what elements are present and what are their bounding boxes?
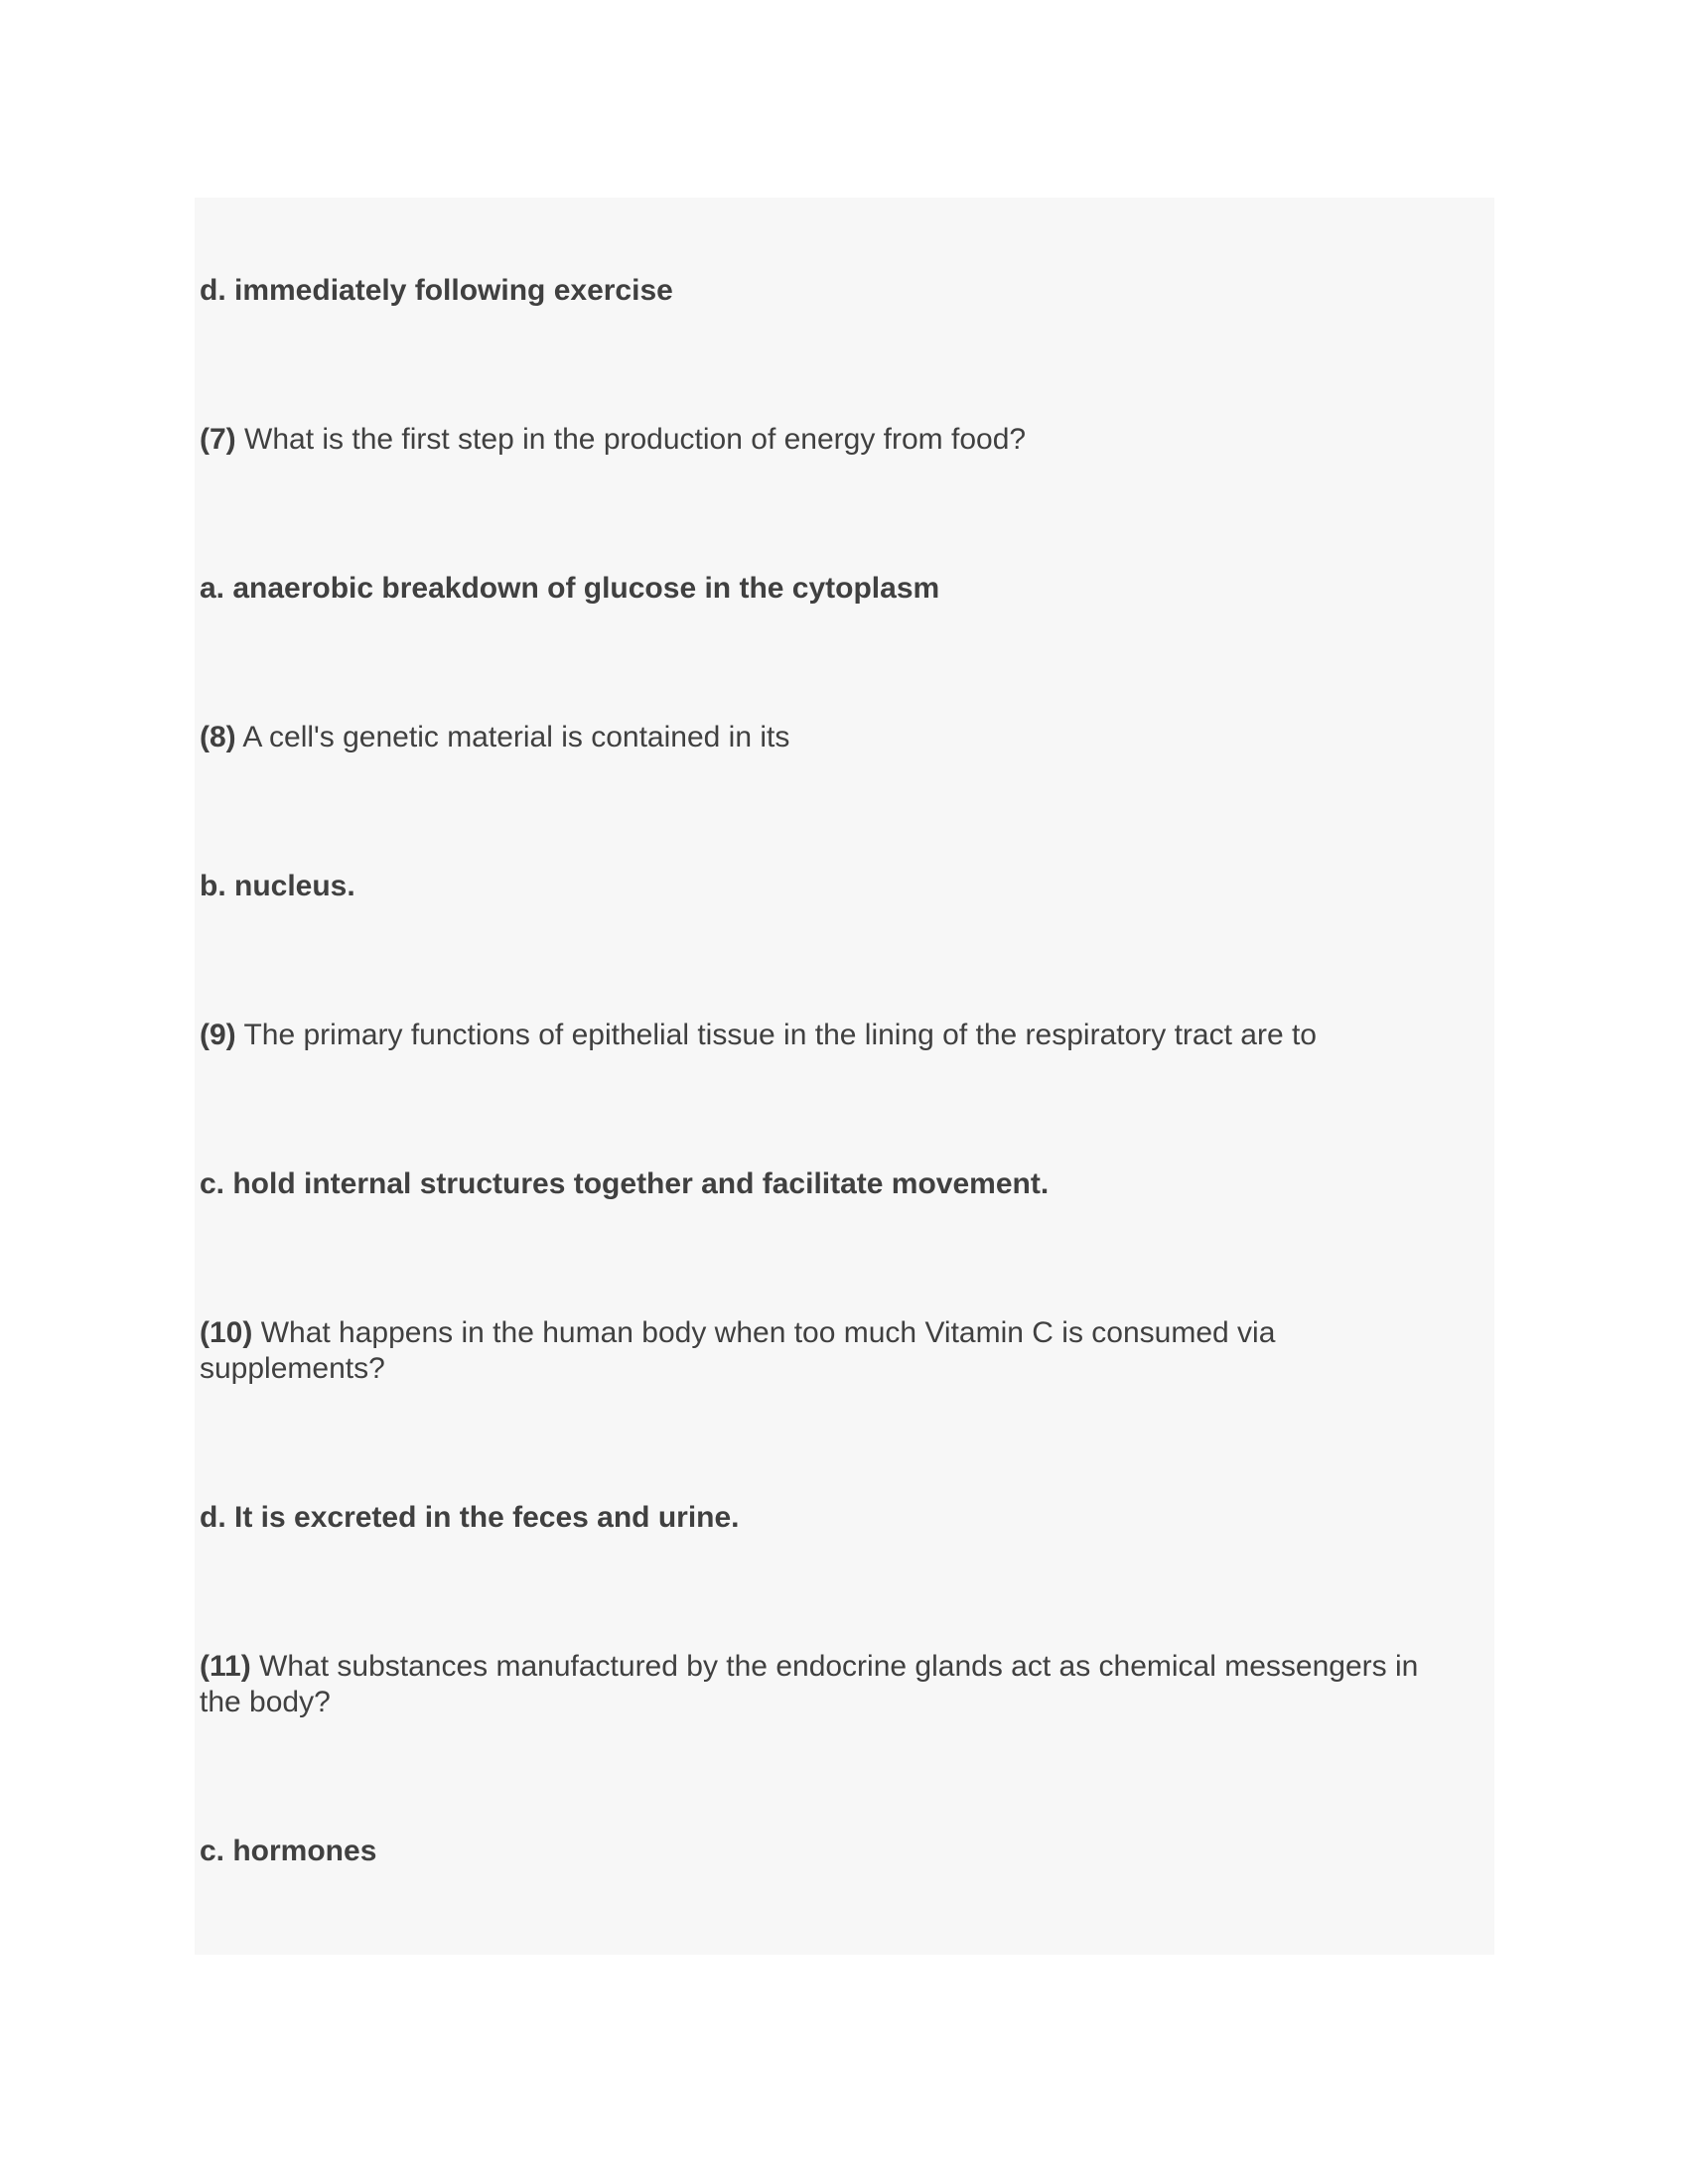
question-text: What is the first step in the production of energy from food? xyxy=(235,423,1027,456)
question-number: (8) xyxy=(200,721,236,753)
answer-10: d. It is excreted in the feces and urine. xyxy=(200,1501,740,1534)
question-number: (10) xyxy=(200,1316,253,1349)
question-text: The primary functions of epithelial tissue in the lining of the respiratory tract are to xyxy=(235,1019,1317,1051)
question-11 xyxy=(200,1649,1465,1720)
question-text: A cell's genetic material is contained in its xyxy=(235,721,790,753)
question-text: What substances manufactured by the endocrine glands act as chemical messengers in the body? xyxy=(200,1650,1419,1718)
question-number: (7) xyxy=(200,423,236,456)
answer-prev-question: d. immediately following exercise xyxy=(200,274,673,307)
question-number: (9) xyxy=(200,1019,236,1051)
question-9 xyxy=(200,1018,1465,1053)
answer-8: b. nucleus. xyxy=(200,870,355,902)
question-number: (11) xyxy=(200,1650,251,1683)
question-7 xyxy=(200,422,1465,458)
qa-panel xyxy=(195,198,1494,1955)
question-text: What happens in the human body when too much Vitamin C is consumed via supplements? xyxy=(200,1316,1276,1385)
answer-7: a. anaerobic breakdown of glucose in the cytoplasm xyxy=(200,572,940,605)
answer-11: c. hormones xyxy=(200,1835,377,1867)
answer-9: c. hold internal structures together and facilitate movement. xyxy=(200,1167,1050,1200)
question-8 xyxy=(200,720,1465,755)
question-10 xyxy=(200,1315,1465,1387)
